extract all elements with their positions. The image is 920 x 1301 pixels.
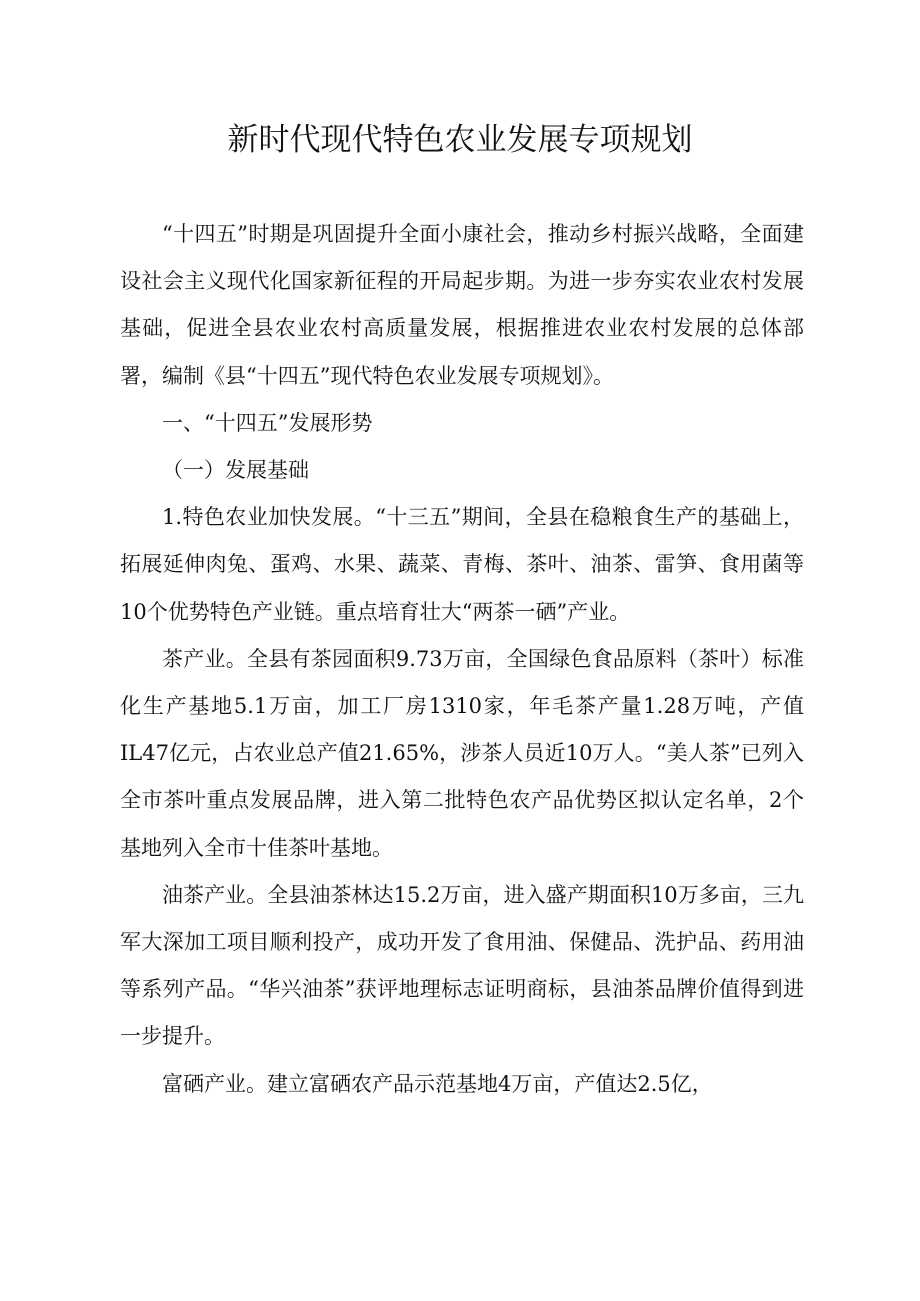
document-title: 新时代现代特色农业发展专项规划 <box>227 122 693 158</box>
section-heading-1: 一、“十四五”发展形势 <box>162 410 373 435</box>
paragraph-oil-tea-industry: 油茶产业。全县油茶林达15.2万亩，进入盛产期面积10万多亩，三九军大深加工项目顺利投产，成功开发了食用油、保健品、洗护品、药用油等系列产品。“华兴油茶”获评地理标志证明商标，县油茶品牌价值得到进一步提升。 <box>120 882 804 1049</box>
paragraph-tea-industry: 茶产业。全县有茶园面积9.73万亩，全国绿色食品原料（茶叶）标准化生产基地5.1万亩，加工厂房1310家，年毛茶产量1.28万吨，产值IL47亿元，占农业总产值21.65%，涉茶人员近10万人。“美人茶”已列入全市茶叶重点发展品牌，进入第二批特色农产品优势区拟认定名单，2个基地列入全市十佳茶叶基地。 <box>120 646 804 860</box>
paragraph-intro: “十四五”时期是巩固提升全面小康社会，推动乡村振兴战略，全面建设社会主义现代化国家新征程的开局起步期。为进一步夯实农业农村发展基础，促进全县农业农村高质量发展，根据推进农业农村发展的总体部署，编制《县“十四五”现代特色农业发展专项规划》。 <box>120 222 804 388</box>
paragraph-special-agriculture: 1.特色农业加快发展。“十三五”期间，全县在稳粮食生产的基础上，拓展延伸肉兔、蛋鸡、水果、蔬菜、青梅、茶叶、油茶、雷笋、食用菌等10个优势特色产业链。重点培育壮大“两茶一硒”产业。 <box>120 505 804 624</box>
document-body <box>120 211 804 1108</box>
subsection-heading-1: （一）发展基础 <box>162 458 309 483</box>
paragraph-selenium-industry: 富硒产业。建立富硒农产品示范基地4万亩，产值达2.5亿， <box>162 1071 713 1096</box>
